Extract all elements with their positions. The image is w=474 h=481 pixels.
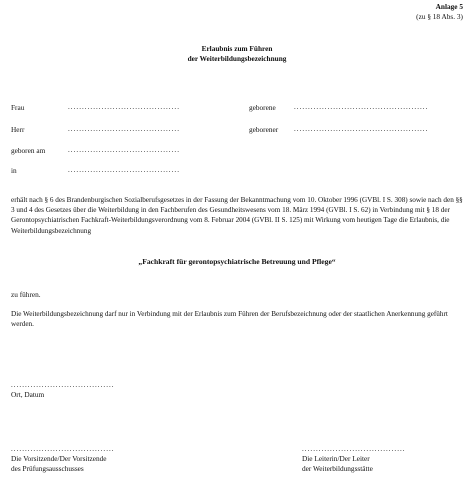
field-geboren-am: ........................................ bbox=[68, 146, 180, 154]
field-herr-name: ........................................ bbox=[68, 125, 180, 133]
ort-datum-line: ..................................... bbox=[11, 381, 115, 389]
signature-line-left: ..................................... bbox=[11, 445, 115, 453]
signature-left-body: des Prüfungsausschusses bbox=[11, 464, 84, 473]
document-title-line2: der Weiterbildungsbezeichnung bbox=[187, 54, 287, 63]
usage-restriction-paragraph: Die Weiterbildungsbezeichnung darf nur in Verbindung mit der Erlaubnis zum Führen der Berufsbezeichnung oder der staatlichen Anerkennung geführt werden. bbox=[11, 310, 448, 329]
annex-reference: (zu § 18 Abs. 3) bbox=[416, 12, 463, 21]
label-frau: Frau bbox=[11, 103, 25, 112]
label-herr: Herr bbox=[11, 125, 25, 134]
field-geburtsort: ........................................ bbox=[68, 166, 180, 174]
label-geborener: geborener bbox=[249, 125, 279, 134]
permission-paragraph: erhält nach § 6 des Brandenburgischen Sozialberufsgesetzes in der Fassung der Bekanntmachung vom 10. Oktober 1996 (GVBl. I S. 308) sowie nach den §§ 3 und 4 des Gesetzes über die Weiterbildung in den Fachberufen des Gesundheitswesens vom 18. März 1994 (GVBl. I S. 62) in Verbindung mit § 18 der Gerontopsychiatrischen Fachkraft-Weiterbildungsverordnung vom 8. Februar 2004 (GVBl. II S. 125) mit Wirkung vom heutigen Tage die Erlaubnis, die Weiterbildungsbezeichnung bbox=[11, 196, 463, 235]
field-frau-name: ........................................ bbox=[68, 103, 180, 111]
field-geborener: ................................................ bbox=[294, 125, 429, 133]
annex-label: Anlage 5 bbox=[435, 2, 463, 11]
signature-right-body: der Weiterbildungsstätte bbox=[302, 464, 373, 473]
ort-datum-label: Ort, Datum bbox=[11, 390, 45, 399]
signature-left-role: Die Vorsitzende/Der Vorsitzende bbox=[11, 454, 107, 463]
field-geborene: ................................................ bbox=[294, 103, 429, 111]
label-in: in bbox=[11, 166, 17, 175]
zu-fuehren-text: zu führen. bbox=[11, 290, 41, 299]
label-geboren-am: geboren am bbox=[11, 146, 46, 155]
label-geborene: geborene bbox=[249, 103, 276, 112]
designation-title: „Fachkraft für gerontopsychiatrische Betreuung und Pflege“ bbox=[138, 257, 336, 266]
signature-line-right: ..................................... bbox=[302, 445, 406, 453]
document-title-line1: Erlaubnis zum Führen bbox=[201, 44, 273, 53]
signature-right-role: Die Leiterin/Der Leiter bbox=[302, 454, 370, 463]
